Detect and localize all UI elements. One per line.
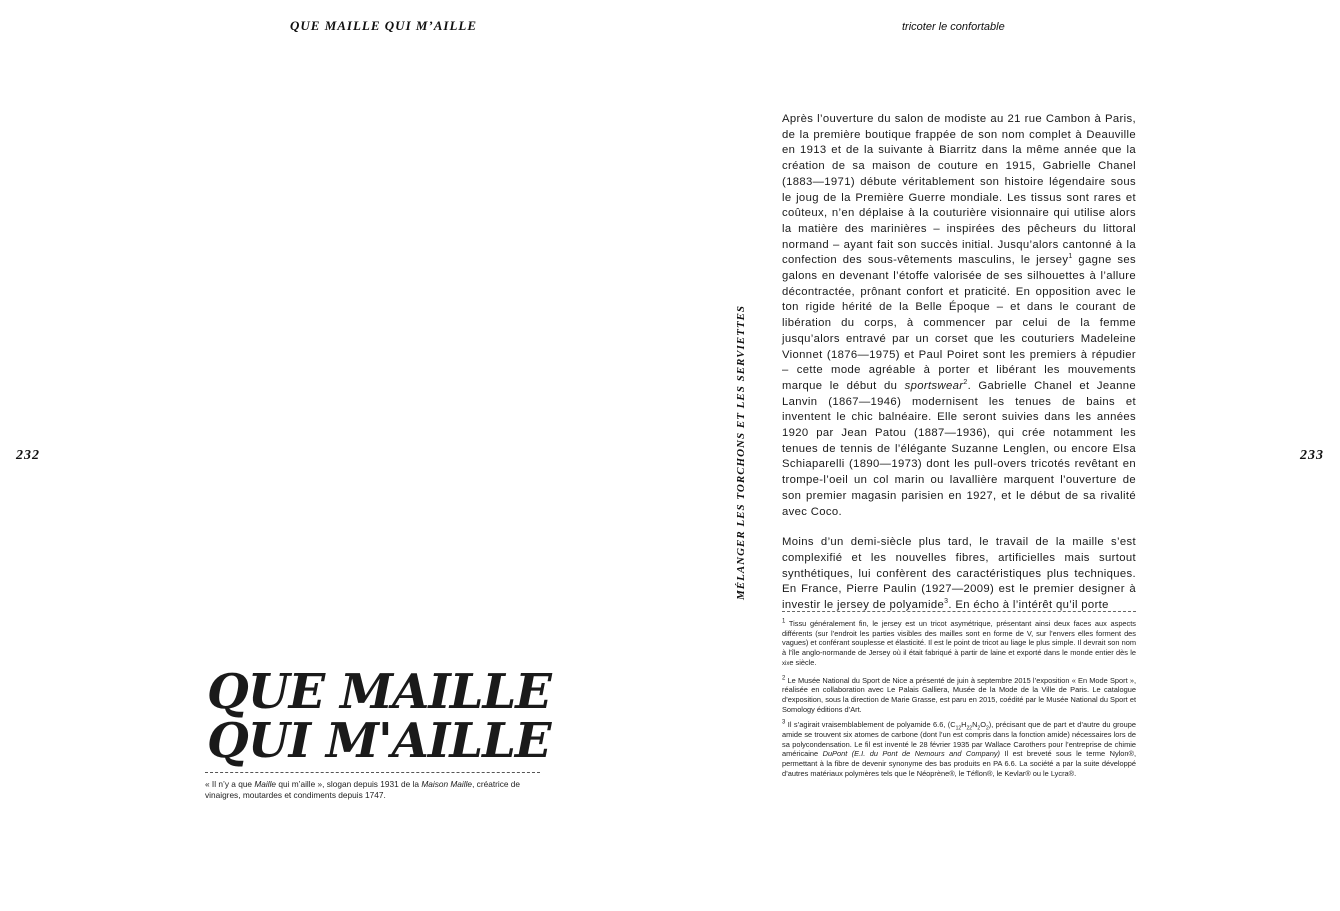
page-number-right: 233 bbox=[1300, 448, 1324, 463]
chapter-title-line-1: QUE MAILLE bbox=[207, 664, 551, 720]
body-paragraph bbox=[782, 112, 1136, 520]
footnote-number: 2 bbox=[782, 675, 786, 682]
footnote-smallcaps: xix bbox=[782, 660, 790, 667]
running-header-right: tricoter le confortable bbox=[902, 21, 1005, 33]
footnote-2 bbox=[782, 676, 1136, 715]
formula-subscript: 2 bbox=[977, 725, 981, 732]
chapter-title bbox=[207, 664, 551, 769]
body-text-run: Moins d’un demi-siècle plus tard, le travail de la maille s’est complexifié et les nouvelles fibres, artificielles mais surtout synthétiques, lui confèrent des caractéristiques plus techniques. En France, Pierre Paulin (1927—2009) est le premier designer à investir le jersey de polyamide bbox=[782, 536, 1136, 612]
caption-italic: Maille bbox=[254, 779, 277, 789]
footnote-text: e siècle. bbox=[789, 657, 817, 667]
title-divider bbox=[205, 772, 540, 773]
section-title-vertical: MÉLANGER LES TORCHONS ET LES SERVIETTES bbox=[735, 304, 747, 600]
body-text bbox=[782, 112, 1136, 629]
footnote-1 bbox=[782, 619, 1136, 670]
caption-text: qui m’aille », slogan depuis 1931 de la bbox=[276, 779, 422, 789]
body-text-run: . En écho à l’intérêt qu’il porte bbox=[948, 599, 1109, 612]
footnote-number: 1 bbox=[782, 618, 786, 625]
footnote-ref[interactable]: 3 bbox=[944, 598, 949, 606]
footnote-text: Il s’agirait vraisemblablement de polyamide 6.6, (C bbox=[785, 720, 956, 730]
footnote-text: ), précisant que de part et d’autre du groupe amide se trouvent six atomes de carbone (dont l’un est compris dans la fonction amide) nécessaires lors de sa polycondensation. Le fil est inventé le 28 février 1935 par Wallace Carothers pour l’entreprise de chimie américaine bbox=[782, 720, 1136, 759]
footnote-ref[interactable]: 1 bbox=[1068, 253, 1073, 261]
footnotes bbox=[782, 619, 1136, 785]
footnote-text: Le Musée National du Sport de Nice a présenté de juin à septembre 2015 l’exposition « En Mode Sport », réalisée en collaboration avec Le Palais Galliera, Musée de la Mode de la Ville de Paris. Le catalogue d’exposition, sous la direction de Marie Grasse, est paru en 2015, coédité par le Musée National du Sport et Somology éditions d’Art. bbox=[782, 675, 1136, 714]
caption-italic: Maison Maille bbox=[421, 779, 473, 789]
formula-subscript: 2 bbox=[985, 725, 989, 732]
footnote-italic: DuPont (E.I. du Pont de Nemours and Company) bbox=[822, 749, 1001, 759]
formula-element: H bbox=[961, 720, 967, 730]
formula-subscript: 22 bbox=[966, 725, 973, 732]
formula-element: N bbox=[972, 720, 978, 730]
title-caption bbox=[205, 779, 535, 801]
formula-subscript: 12 bbox=[955, 725, 962, 732]
footnote-text: Tissu généralement fin, le jersey est un tricot asymétrique, présentant ainsi deux faces aux aspects différents (sur l’endroit les parties visibles des mailles sont en forme de V, sur l’envers elles forment des vagues) et conférant souplesse et élasticité. Il est le point de tricot au liage le plus simple. Il devrait son nom à l’île anglo-normande de Jersey où il était fabriqué à partir de laine et exporté dans le monde entier dès le bbox=[782, 619, 1136, 658]
footnote-ref[interactable]: 2 bbox=[963, 379, 968, 387]
body-text-run: Après l’ouverture du salon de modiste au 21 rue Cambon à Paris, de la première boutique frappée de son nom complet à Deauville en 1913 et de la suivante à Biarritz dans la même année que la création de sa maison de couture en 1915, Gabrielle Chanel (1883—1971) débute véritablement son histoire légendaire sous le joug de la Première Guerre mondiale. Les tissus sont rares et coûteux, n’en déplaise à la couturière visionnaire qui utilise alors la matière des marinières – inspirées des pêcheurs du littoral normand – ayant fait son succès initial. Jusqu’alors cantonné à la confection des sous-vêtements masculins, le jersey bbox=[782, 113, 1136, 267]
footnote-3 bbox=[782, 720, 1136, 778]
body-text-run: . Gabrielle Chanel et Jeanne Lanvin (1867—1946) modernisent les tenues de bains et inventent le chic balnéaire. Elle seront suivies dans les années 1920 par Jean Patou (1887—1936), qui crée notamment les tenues de tennis de l’élégante Suzanne Lenglen, ou encore Elsa Schiaparelli (1890—1973) dont les pull-overs tricotés revêtant en trompe-l’oeil un col marin ou lavallière marquent l’ouverture de son premier magasin parisien en 1927, et le début de sa rivalité avec Coco. bbox=[782, 379, 1136, 518]
caption-text: « Il n’y a que bbox=[205, 779, 255, 789]
chapter-title-line-2: QUI M'AILLE bbox=[207, 713, 551, 769]
body-paragraph bbox=[782, 535, 1136, 614]
footnote-divider bbox=[782, 611, 1136, 612]
caption-text: , créatrice de vinaigres, moutardes et condiments depuis 1747. bbox=[205, 779, 521, 800]
body-italic: sportswear bbox=[904, 379, 964, 392]
footnote-number: 3 bbox=[782, 719, 786, 726]
page-number-left: 232 bbox=[16, 448, 40, 463]
footnote-text: Il est breveté sous le terme Nylon®, permettant à la fibre de devenir synonyme des bas produits en PA 6.6. La société a par la suite développé d’autres matériaux polymères tels que le Néoprène®, le Téflon®, le Kevlar® ou le Lycra®. bbox=[782, 749, 1137, 778]
body-text-run: gagne ses galons en devenant l’étoffe valorisée de ses silhouettes à l’allure décontractée, prônant confort et praticité. En opposition avec le ton rigide hérité de la Belle Époque – et dans le courant de libération du corps, à commencer par celui de la femme jusqu’alors entravé par un corset que les couturiers Madeleine Vionnet (1876—1975) et Paul Poiret sont les premiers à répudier – cette mode agréable à porter et libérant les mouvements marque le début du bbox=[782, 254, 1136, 392]
running-header-left: QUE MAILLE QUI M’AILLE bbox=[290, 18, 478, 33]
formula-element: O bbox=[980, 720, 986, 730]
